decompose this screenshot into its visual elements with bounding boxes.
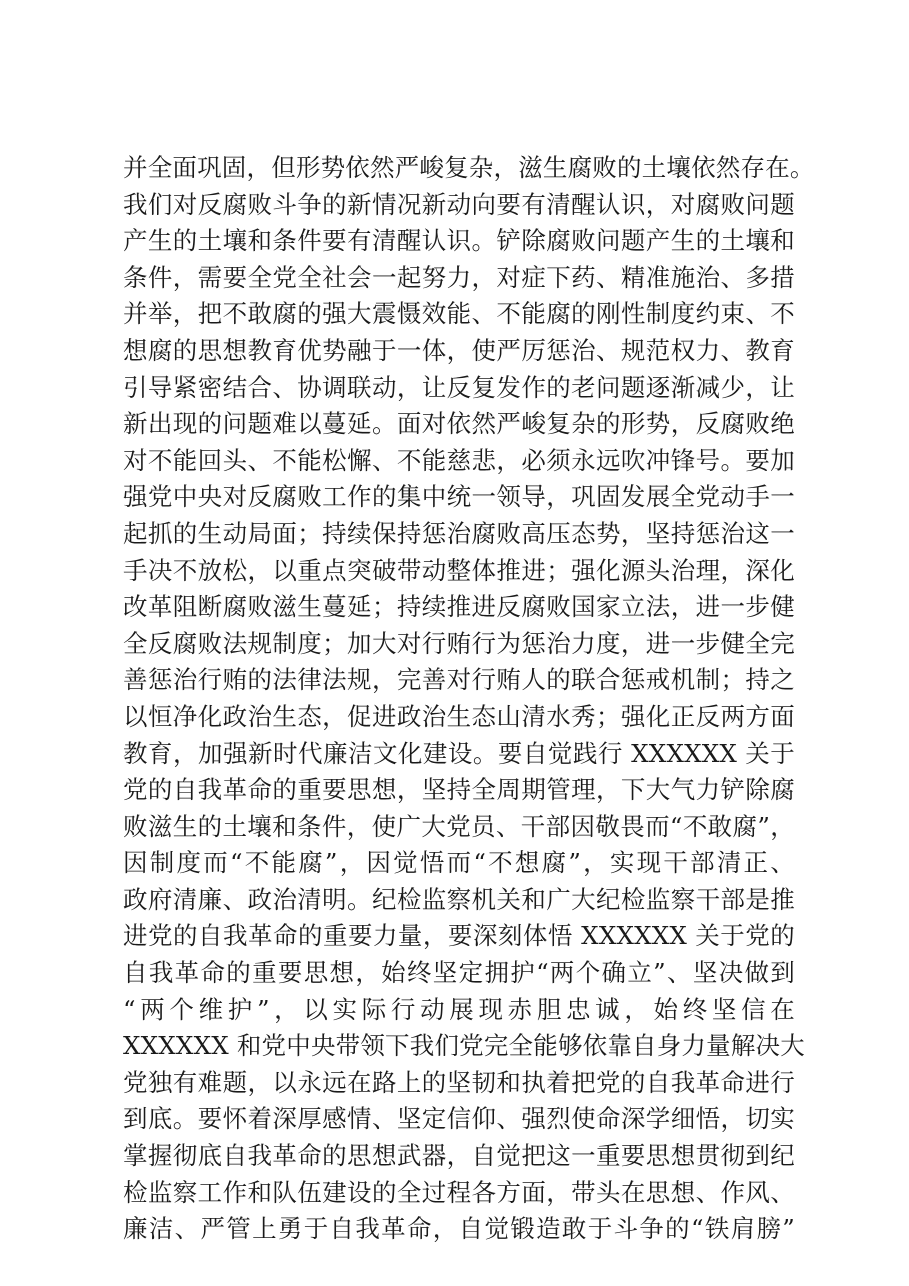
text-line: 教育，加强新时代廉洁文化建设。要自觉践行 XXXXXX 关于 xyxy=(123,738,795,768)
text-line: 想腐的思想教育优势融于一体，使严厉惩治、规范权力、教育 xyxy=(123,335,795,365)
text-line: 党独有难题，以永远在路上的坚韧和执着把党的自我革命进行 xyxy=(123,1067,795,1097)
text-line: 以恒净化政治生态，促进政治生态山清水秀；强化正反两方面 xyxy=(123,701,795,731)
text-line: 改革阻断腐败滋生蔓延；持续推进反腐败国家立法，进一步健 xyxy=(123,592,795,622)
text-line: 党的自我革命的重要思想，坚持全周期管理，下大气力铲除腐 xyxy=(123,775,795,805)
text-line: 起抓的生动局面；持续保持惩治腐败高压态势，坚持惩治这一 xyxy=(123,518,795,548)
text-line: 全反腐败法规制度；加大对行贿行为惩治力度，进一步健全完 xyxy=(123,628,795,658)
text-line: 并举，把不敢腐的强大震慑效能、不能腐的刚性制度约束、不 xyxy=(123,299,795,329)
text-line: 对不能回头、不能松懈、不能慈悲，必须永远吹冲锋号。要加 xyxy=(123,445,795,475)
text-line: XXXXXX 和党中央带领下我们党完全能够依靠自身力量解决大 xyxy=(123,1031,805,1061)
text-line: 引导紧密结合、协调联动，让反复发作的老问题逐渐减少，让 xyxy=(123,372,795,402)
text-line: 检监察工作和队伍建设的全过程各方面，带头在思想、作风、 xyxy=(123,1177,795,1207)
text-line: 强党中央对反腐败工作的集中统一领导，巩固发展全党动手一 xyxy=(123,482,795,512)
text-line: 产生的土壤和条件要有清醒认识。铲除腐败问题产生的土壤和 xyxy=(123,226,795,256)
text-line: “两个维护”，以实际行动展现赤胆忠诚，始终坚信在 xyxy=(123,994,795,1024)
text-line: 廉洁、严管上勇于自我革命，自觉锻造敢于斗争的“铁肩膀” xyxy=(123,1214,795,1244)
text-line: 掌握彻底自我革命的思想武器，自觉把这一重要思想贯彻到纪 xyxy=(123,1141,795,1171)
text-line: 并全面巩固，但形势依然严峻复杂，滋生腐败的土壤依然存在。 xyxy=(123,153,815,182)
text-line: 手决不放松，以重点突破带动整体推进；强化源头治理，深化 xyxy=(123,555,795,585)
text-line: 进党的自我革命的重要力量，要深刻体悟 XXXXXX 关于党的 xyxy=(123,921,795,951)
text-line: 自我革命的重要思想，始终坚定拥护“两个确立”、坚决做到 xyxy=(123,958,795,988)
body-paragraph xyxy=(123,150,815,1248)
text-line: 败滋生的土壤和条件，使广大党员、干部因敬畏而“不敢腐”， xyxy=(123,811,795,841)
text-line: 因制度而“不能腐”，因觉悟而“不想腐”，实现干部清正、 xyxy=(123,848,795,878)
text-line: 新出现的问题难以蔓延。面对依然严峻复杂的形势，反腐败绝 xyxy=(123,409,795,439)
text-line: 条件，需要全党全社会一起努力，对症下药、精准施治、多措 xyxy=(123,262,795,292)
text-line: 政府清廉、政治清明。纪检监察机关和广大纪检监察干部是推 xyxy=(123,884,795,914)
text-line: 我们对反腐败斗争的新情况新动向要有清醒认识，对腐败问题 xyxy=(123,189,795,219)
text-line: 善惩治行贿的法律法规，完善对行贿人的联合惩戒机制；持之 xyxy=(123,665,795,695)
text-line: 到底。要怀着深厚感情、坚定信仰、强烈使命深学细悟，切实 xyxy=(123,1104,795,1134)
